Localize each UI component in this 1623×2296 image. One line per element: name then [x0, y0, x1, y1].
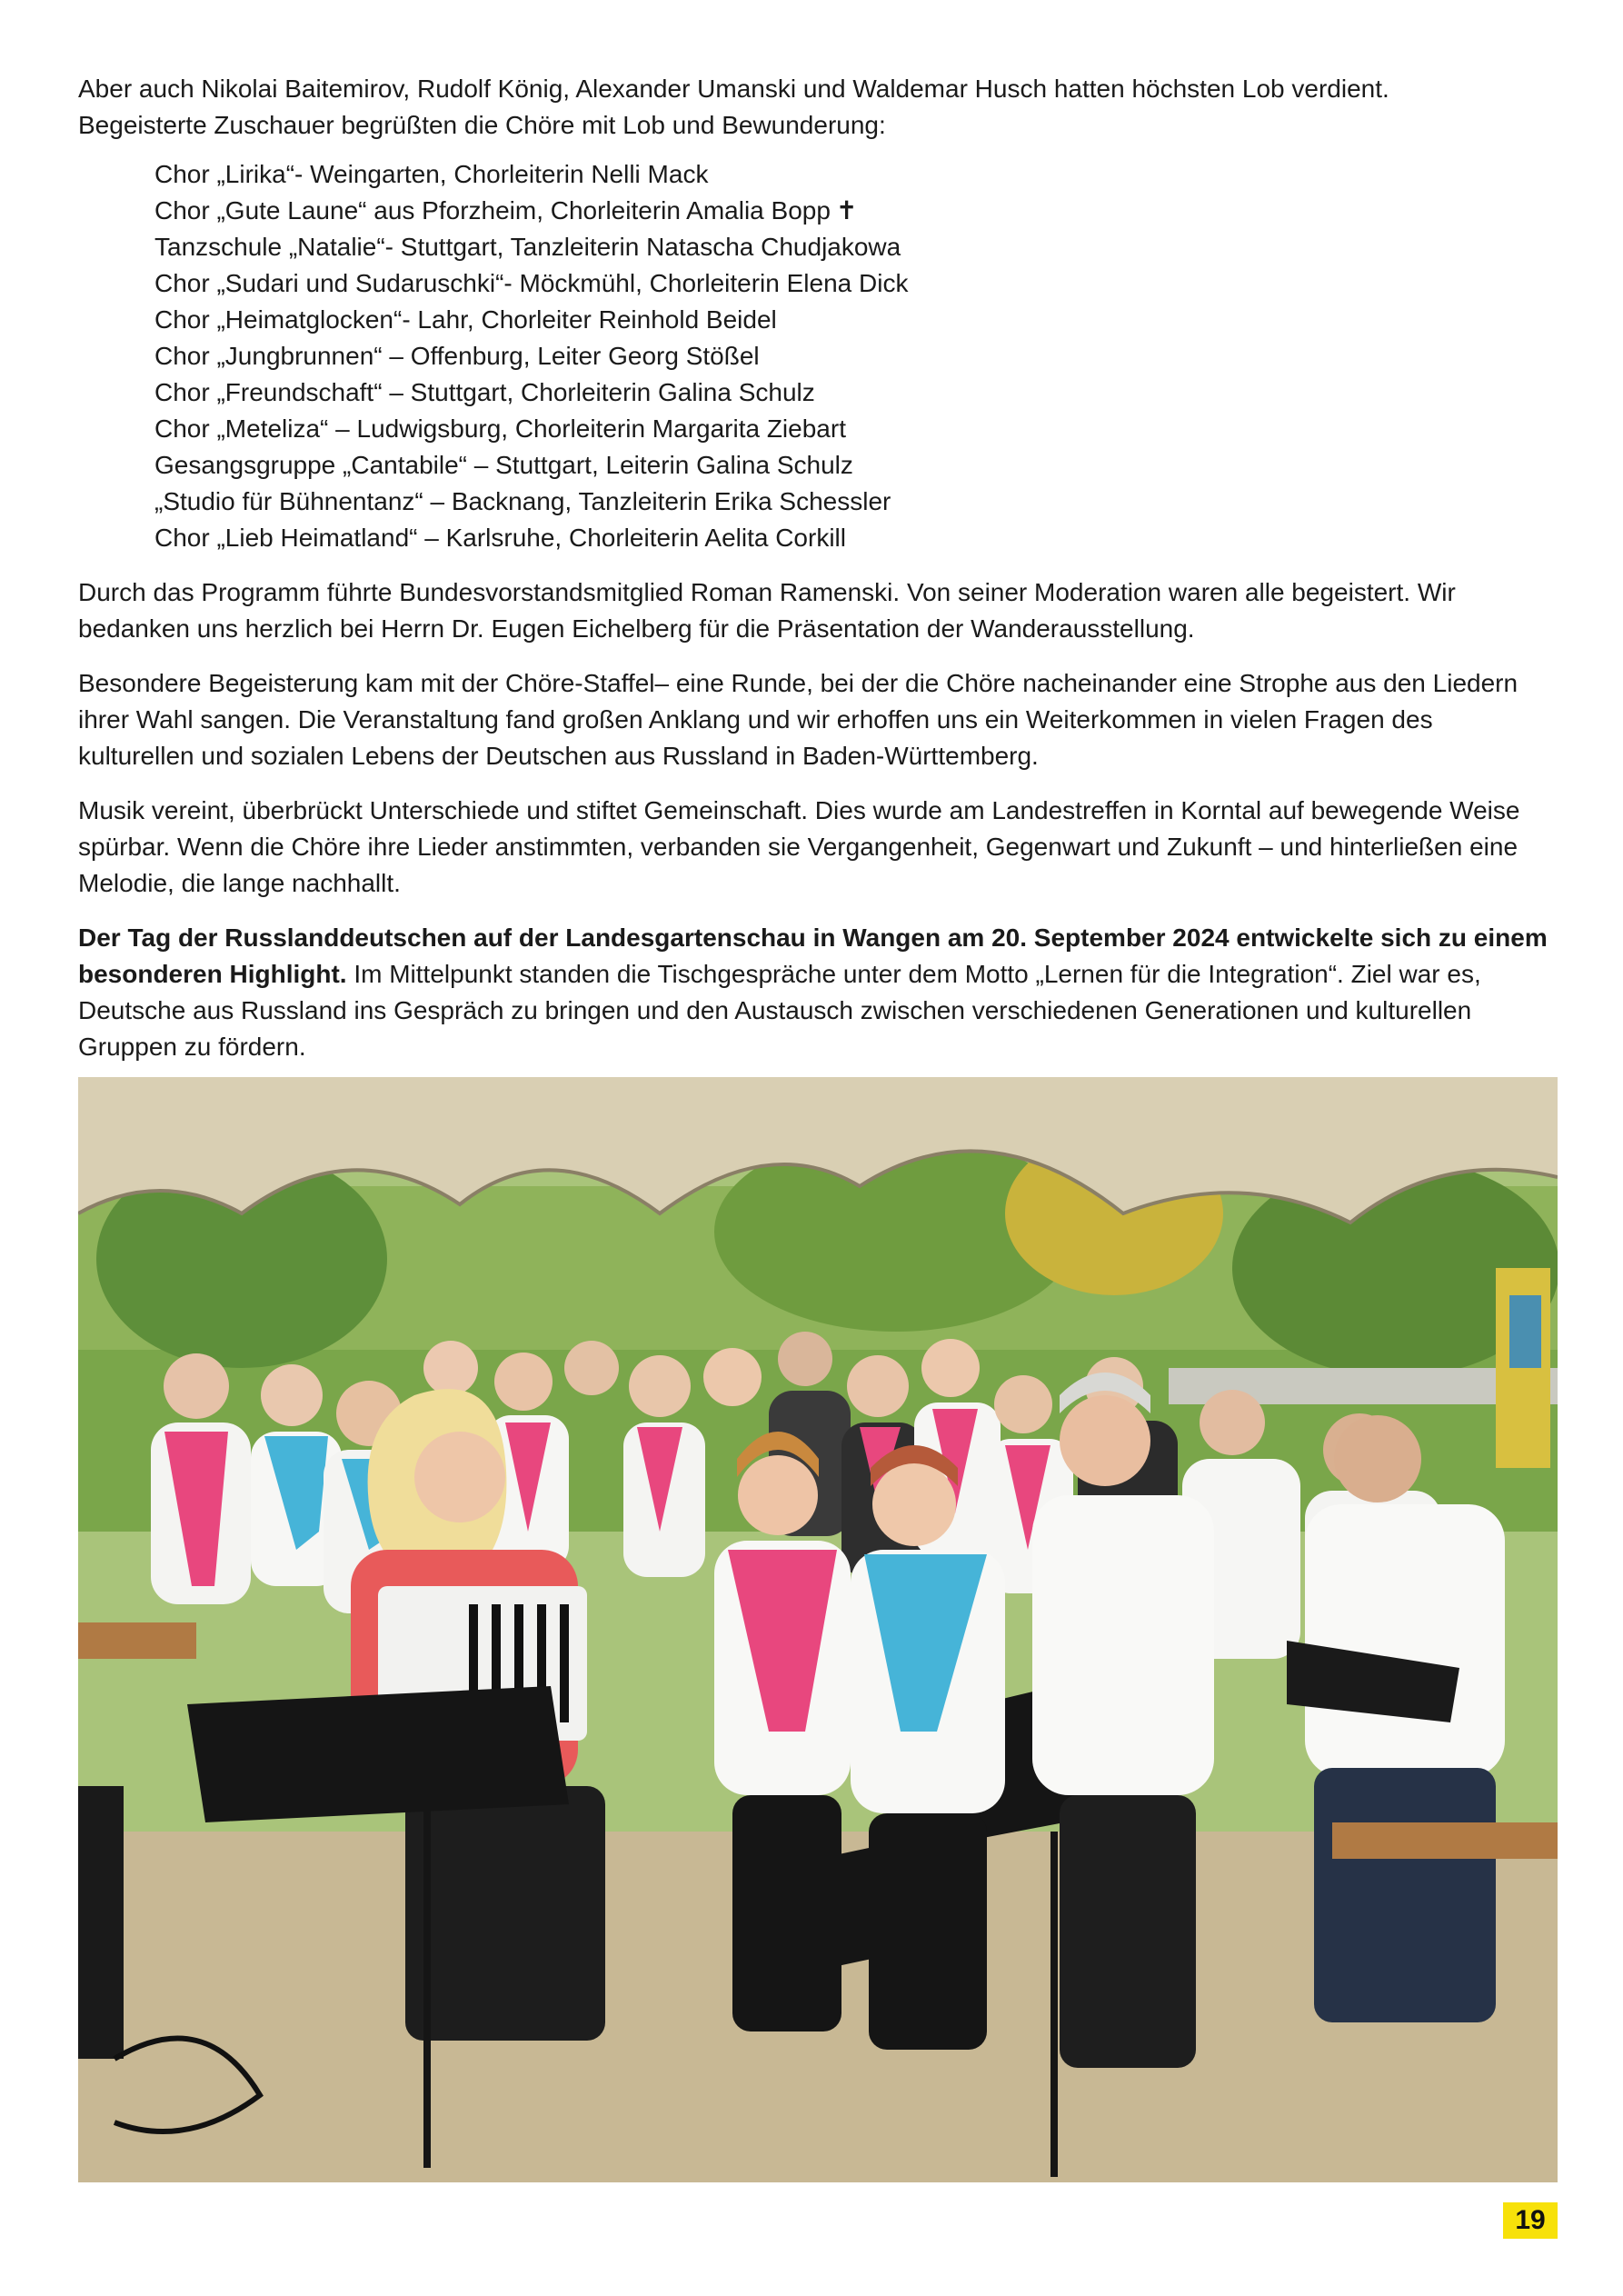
choir-item: Gesangsgruppe „Cantabile“ – Stuttgart, Leiterin Galina Schulz — [154, 451, 853, 479]
paragraph-rest: Im Mittelpunkt standen die Tischgespräche unter dem Motto „Lernen für die Integration“. Ziel war es, Deutsche aus Russland ins Gespräch zu bringen und den Austausch zwischen verschiedenen Generationen und kulturellen Gruppen zu fördern. — [78, 960, 1481, 1061]
choir-item: Chor „Jungbrunnen“ – Offenburg, Leiter Georg Stößel — [154, 342, 760, 370]
choir-list — [154, 156, 1552, 556]
intro-line-1: Aber auch Nikolai Baitemirov, Rudolf König, Alexander Umanski und Waldemar Husch hatten höchsten Lob verdient. — [78, 75, 1389, 103]
article-body — [78, 71, 1552, 1083]
choir-item: Chor „Sudari und Sudaruschki“- Möckmühl, Chorleiterin Elena Dick — [154, 269, 909, 297]
paragraph-staffel: Besondere Begeisterung kam mit der Chöre-Staffel– eine Runde, bei der die Chöre nacheinander eine Strophe aus den Liedern ihrer Wahl sangen. Die Veranstaltung fand großen Anklang und wir erhoffen uns ein Weiterkommen in vielen Fragen des kulturellen und sozialen Lebens der Deutschen aus Russland in Baden-Württemberg. — [78, 669, 1518, 770]
page-number: 19 — [1503, 2202, 1558, 2239]
paragraph-moderation: Durch das Programm führte Bundesvorstandsmitglied Roman Ramenski. Von seiner Moderation waren alle begeistert. Wir bedanken uns herzlich bei Herrn Dr. Eugen Eichelberg für die Präsentation der Wanderausstellung. — [78, 578, 1456, 643]
paragraph-landesgartenschau — [78, 920, 1552, 1065]
choir-item-text: Chor „Gute Laune“ aus Pforzheim, Chorleiterin Amalia Bopp — [154, 196, 831, 225]
choir-item: Chor „Heimatglocken“- Lahr, Chorleiter Reinhold Beidel — [154, 305, 777, 334]
choir-photo-illustration — [78, 1077, 1558, 2182]
cross-icon: ✝ — [835, 196, 858, 225]
choir-item: „Studio für Bühnentanz“ – Backnang, Tanzleiterin Erika Schessler — [154, 487, 891, 515]
choir-photo — [78, 1077, 1558, 2182]
intro-line-2: Begeisterte Zuschauer begrüßten die Chöre mit Lob und Bewunderung: — [78, 111, 886, 139]
choir-item — [154, 193, 1552, 229]
choir-item: Tanzschule „Natalie“- Stuttgart, Tanzleiterin Natascha Chudjakowa — [154, 233, 901, 261]
choir-item: Chor „Lirika“- Weingarten, Chorleiterin Nelli Mack — [154, 160, 709, 188]
choir-item: Chor „Freundschaft“ – Stuttgart, Chorleiterin Galina Schulz — [154, 378, 815, 406]
choir-item: Chor „Lieb Heimatland“ – Karlsruhe, Chorleiterin Aelita Corkill — [154, 524, 846, 552]
paragraph-lead-bold: Der Tag der Russlanddeutschen auf der Landesgartenschau in Wangen am 20. September 2024 entwickelte sich zu einem besonderen Highlight. — [78, 923, 1548, 988]
choir-item: Chor „Meteliza“ – Ludwigsburg, Chorleiterin Margarita Ziebart — [154, 414, 846, 443]
paragraph-musik: Musik vereint, überbrückt Unterschiede und stiftet Gemeinschaft. Dies wurde am Landestreffen in Korntal auf bewegende Weise spürbar. Wenn die Chöre ihre Lieder anstimmten, verbanden sie Vergangenheit, Gegenwart und Zukunft – und hinterließen eine Melodie, die lange nachhallt. — [78, 796, 1520, 897]
